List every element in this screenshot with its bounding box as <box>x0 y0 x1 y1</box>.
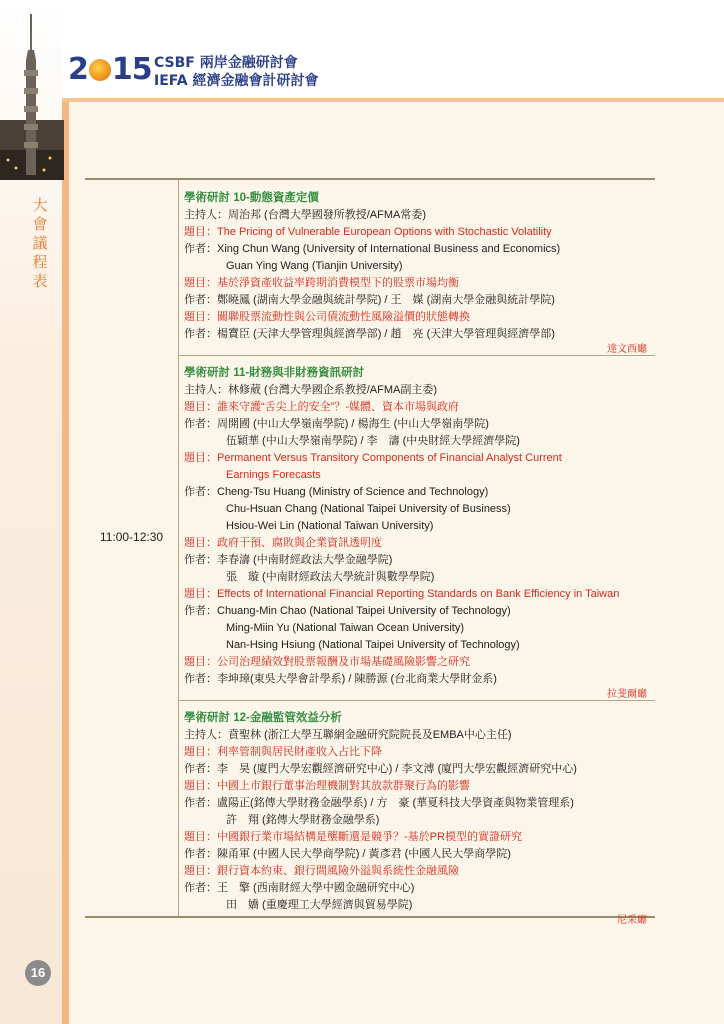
author-line: 作者：Xing Chun Wang (University of International Business and Economics) <box>184 243 561 255</box>
session-title: 學術研討 10-動態資產定價 <box>184 192 319 204</box>
author-line: 作者：李坤璋(東吳大學會計學系) / 陳勝源 (台北商業大學財金系) <box>184 673 497 685</box>
paper-title: 題目：Permanent Versus Transitory Components of Financial Analyst Current <box>184 452 562 464</box>
paper-title: 題目：誰來守護“舌尖上的安全”？-媒體、資本市場與政府 <box>184 401 459 413</box>
author-line: 作者：楊寶臣 (天津大學管理與經濟學部) / 趙 亮 (天津大學管理與經濟學部) <box>184 328 555 340</box>
session-title: 學術研討 11-財務與非財務資訊研討 <box>184 367 365 379</box>
room-label: 尼采廳 <box>617 915 647 926</box>
paper-title: 題目：關聯股票流動性與公司債流動性風險溢價的狀態轉換 <box>184 311 470 323</box>
author-line: 作者：鄭曉鳳 (湖南大學金融與統計學院) / 王 媒 (湖南大學金融與統計學院) <box>184 294 555 306</box>
paper-title: 題目：The Pricing of Vulnerable European Options with Stochastic Volatility <box>184 226 552 238</box>
author-line: 張 璇 (中南財經政法大學統計與數學學院) <box>226 571 435 583</box>
author-line: 作者：Chuang-Min Chao (National Taipei University of Technology) <box>184 605 511 617</box>
paper-title: 題目：基於淨資產收益率跨期消費模型下的股票市場均衡 <box>184 277 459 289</box>
header-divider <box>62 98 724 102</box>
session-title: 學術研討 12-金融監管效益分析 <box>184 712 342 724</box>
author-line: 作者：陳甬軍 (中國人民大學商學院) / 黃彥君 (中國人民大學商學院) <box>184 848 511 860</box>
logo-2015: 2 15 <box>68 52 152 87</box>
session-host: 主持人：賁聖林 (浙江大學互聯網金融研究院院長及EMBA中心主任) <box>184 729 512 741</box>
globe-icon <box>89 59 111 81</box>
author-line: 作者：李春濤 (中南財經政法大學金融學院) <box>184 554 393 566</box>
agenda-table <box>85 178 655 926</box>
author-line: 作者：盧陽正(銘傳大學財務金融學系) / 方 豪 (華夏科技大學資產與物業管理系) <box>184 797 574 809</box>
author-line: Hsiou-Wei Lin (National Taiwan University) <box>226 520 434 532</box>
taipei-101-tower-image <box>0 0 64 180</box>
header-line2: IEFA 經濟金融會計研討會 <box>154 73 319 89</box>
paper-title: 題目：銀行資本約束、銀行間風險外溢與系統性金融風險 <box>184 865 459 877</box>
room-label: 達文西廳 <box>607 344 647 355</box>
paper-title: 題目：利率管制與居民財產收入占比下降 <box>184 746 382 758</box>
author-line: 伍穎華 (中山大學嶺南學院) / 李 濤 (中央財經大學經濟學院) <box>226 435 520 447</box>
paper-title: 題目：政府干預、腐敗與企業資訊透明度 <box>184 537 382 549</box>
session-host: 主持人：林修葳 (台灣大學國企系教授/AFMA副主委) <box>184 384 437 396</box>
time-column <box>85 180 179 916</box>
page-number: 16 <box>25 960 51 986</box>
header-line1: CSBF 兩岸金融研討會 <box>154 55 298 71</box>
author-line: 作者：王 擎 (西南財經大學中國金融研究中心) <box>184 882 415 894</box>
author-line: 作者：周開國 (中山大學嶺南學院) / 楊海生 (中山大學嶺南學院) <box>184 418 489 430</box>
author-line: Guan Ying Wang (Tianjin University) <box>226 260 403 272</box>
paper-title: 題目：中國銀行業市場結構是壟斷還是競爭？-基於PR模型的實證研究 <box>184 831 522 843</box>
session-host: 主持人：周治邦 (台灣大學國發所教授/AFMA常委) <box>184 209 426 221</box>
author-line: 作者：李 昊 (廈門大學宏觀經濟研究中心) / 李文溥 (廈門大學宏觀經濟研究中心) <box>184 763 577 775</box>
author-line: Ming-Miin Yu (National Taiwan Ocean University) <box>226 622 465 634</box>
paper-title: 題目：公司治理績效對股票報酬及市場基礎風險影響之研究 <box>184 656 470 668</box>
author-line: 許 翔 (銘傳大學財務金融學系) <box>226 814 380 826</box>
paper-title: 題目：Effects of International Financial Reporting Standards on Bank Efficiency in Taiwan <box>184 588 620 600</box>
paper-title: Earnings Forecasts <box>226 469 321 481</box>
author-line: 作者：Cheng-Tsu Huang (Ministry of Science and Technology) <box>184 486 489 498</box>
time-slot: 11:00-12:30 <box>99 530 164 544</box>
author-line: Chu-Hsuan Chang (National Taipei University of Business) <box>226 503 511 515</box>
side-title: 大會議程表 <box>32 196 48 290</box>
room-label: 拉斐爾廳 <box>607 689 647 700</box>
paper-title: 題目：中國上市銀行董事治理機制對其放款群聚行為的影響 <box>184 780 470 792</box>
session-block <box>179 700 655 926</box>
session-block <box>179 180 655 356</box>
session-block <box>179 355 655 701</box>
author-line: 田 嬌 (重慶理工大學經濟與貿易學院) <box>226 899 413 911</box>
author-line: Nan-Hsing Hsiung (National Taipei University of Technology) <box>226 639 520 651</box>
